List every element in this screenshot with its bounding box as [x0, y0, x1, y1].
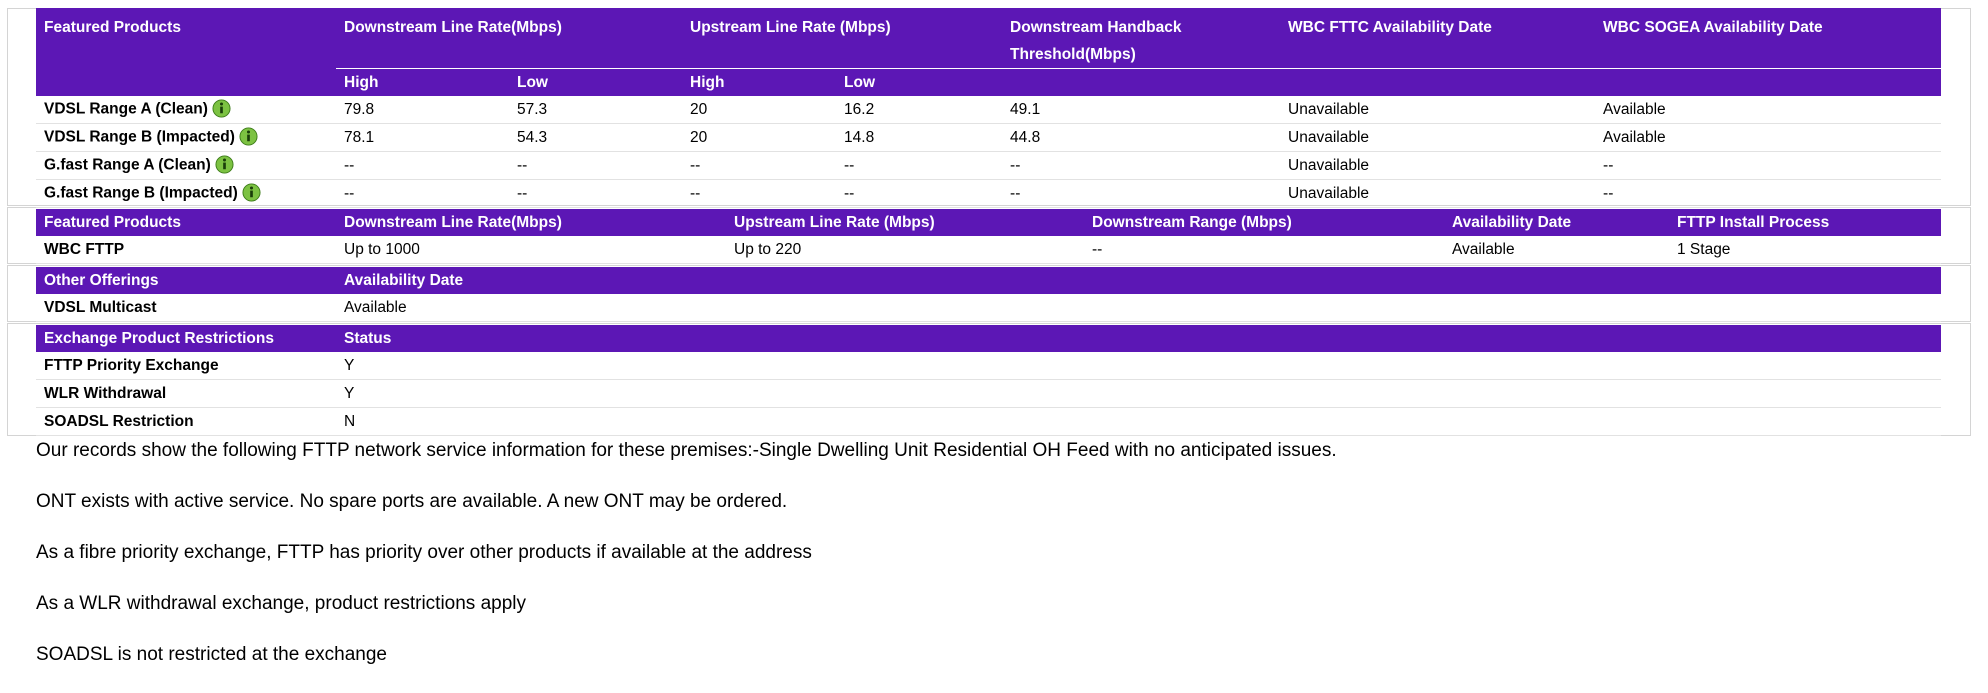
threshold-cell: -- — [1002, 180, 1280, 208]
up-high-cell: 20 — [682, 96, 836, 124]
up-low-cell: 16.2 — [836, 96, 1002, 124]
note-text: Our records show the following FTTP network service information for these premises:-Single Dwelling Unit Residential OH Feed with no anticipated issues. — [36, 440, 1337, 461]
sogea-date-cell: -- — [1595, 180, 1941, 208]
header-restrictions: Exchange Product Restrictions — [36, 325, 336, 352]
product-name-cell — [36, 180, 336, 208]
header-status: Status — [336, 325, 1941, 352]
fttc-date-cell: Unavailable — [1280, 96, 1595, 124]
availability-cell: Available — [336, 294, 1941, 322]
table-row — [36, 124, 1941, 152]
down-high-cell: -- — [336, 180, 509, 208]
range-cell: -- — [1084, 236, 1444, 264]
table-row — [36, 152, 1941, 180]
product-name: WBC FTTP — [36, 236, 336, 264]
exchange-restrictions-table — [36, 325, 1941, 436]
threshold-cell: 44.8 — [1002, 124, 1280, 152]
status-cell: N — [336, 408, 1941, 436]
down-low-cell: 57.3 — [509, 96, 682, 124]
product-name: VDSL Range B (Impacted) — [44, 128, 235, 146]
down-high-cell: 78.1 — [336, 124, 509, 152]
table-row — [36, 380, 1941, 408]
service-notes — [36, 438, 1936, 693]
header-upstream-rate: Upstream Line Rate (Mbps) — [726, 209, 1084, 236]
product-name: G.fast Range B (Impacted) — [44, 184, 238, 202]
note-text: SOADSL is not restricted at the exchange — [36, 644, 387, 665]
threshold-cell: -- — [1002, 152, 1280, 180]
info-icon[interactable] — [242, 183, 261, 202]
header-featured-products: Featured Products — [36, 8, 336, 69]
sogea-date-cell: Available — [1595, 96, 1941, 124]
info-icon[interactable] — [215, 155, 234, 174]
header-handback-line1: Downstream Handback — [1010, 19, 1182, 36]
status-cell: Y — [336, 380, 1941, 408]
table-row — [36, 408, 1941, 436]
note-text: As a fibre priority exchange, FTTP has priority over other products if available at the address — [36, 542, 812, 563]
sogea-date-cell: Available — [1595, 124, 1941, 152]
header-blank — [1595, 69, 1941, 97]
install-process-cell: 1 Stage — [1669, 236, 1941, 264]
note-text: As a WLR withdrawal exchange, product restrictions apply — [36, 593, 527, 614]
product-name: VDSL Range A (Clean) — [44, 100, 208, 118]
fttc-date-cell: Unavailable — [1280, 180, 1595, 208]
up-low-cell: -- — [836, 180, 1002, 208]
table-row — [36, 180, 1941, 208]
threshold-cell: 49.1 — [1002, 96, 1280, 124]
info-icon[interactable] — [212, 99, 231, 118]
up-low-cell: 14.8 — [836, 124, 1002, 152]
header-upstream-rate: Upstream Line Rate (Mbps) — [682, 8, 1002, 69]
up-high-cell: 20 — [682, 124, 836, 152]
sogea-date-cell: -- — [1595, 152, 1941, 180]
availability-cell: Available — [1444, 236, 1669, 264]
upstream-cell: Up to 220 — [726, 236, 1084, 264]
table-row — [36, 96, 1941, 124]
product-name: VDSL Multicast — [36, 294, 336, 322]
down-high-cell: 79.8 — [336, 96, 509, 124]
header-other-offerings: Other Offerings — [36, 267, 336, 294]
down-high-cell: -- — [336, 152, 509, 180]
header-handback-threshold — [1002, 8, 1280, 69]
header-blank — [36, 69, 336, 97]
table-row — [36, 236, 1941, 264]
header-fttc-date: WBC FTTC Availability Date — [1280, 8, 1595, 69]
product-name-cell — [36, 96, 336, 124]
header-handback-line2: Threshold(Mbps) — [1010, 46, 1136, 63]
up-high-cell: -- — [682, 180, 836, 208]
table-row — [36, 352, 1941, 380]
header-availability-date: Availability Date — [336, 267, 1941, 294]
downstream-cell: Up to 1000 — [336, 236, 726, 264]
product-name: G.fast Range A (Clean) — [44, 156, 211, 174]
down-low-cell: -- — [509, 152, 682, 180]
header-down-low: Low — [509, 69, 682, 97]
other-offerings-table — [36, 267, 1941, 322]
restriction-name: WLR Withdrawal — [36, 380, 336, 408]
restriction-name: SOADSL Restriction — [36, 408, 336, 436]
header-availability-date: Availability Date — [1444, 209, 1669, 236]
product-name-cell — [36, 152, 336, 180]
header-downstream-range: Downstream Range (Mbps) — [1084, 209, 1444, 236]
table-row — [36, 294, 1941, 322]
header-downstream-rate: Downstream Line Rate(Mbps) — [336, 209, 726, 236]
header-down-high: High — [336, 69, 509, 97]
down-low-cell: -- — [509, 180, 682, 208]
status-cell: Y — [336, 352, 1941, 380]
header-blank — [1280, 69, 1595, 97]
info-icon[interactable] — [239, 127, 258, 146]
restriction-name: FTTP Priority Exchange — [36, 352, 336, 380]
fttc-date-cell: Unavailable — [1280, 124, 1595, 152]
product-name-cell — [36, 124, 336, 152]
up-low-cell: -- — [836, 152, 1002, 180]
fttc-date-cell: Unavailable — [1280, 152, 1595, 180]
down-low-cell: 54.3 — [509, 124, 682, 152]
header-featured-products: Featured Products — [36, 209, 336, 236]
up-high-cell: -- — [682, 152, 836, 180]
header-install-process: FTTP Install Process — [1669, 209, 1941, 236]
fttp-products-table — [36, 209, 1941, 264]
header-up-high: High — [682, 69, 836, 97]
header-sogea-date: WBC SOGEA Availability Date — [1595, 8, 1941, 69]
header-blank — [1002, 69, 1280, 97]
header-up-low: Low — [836, 69, 1002, 97]
fttc-products-table — [36, 8, 1941, 208]
header-downstream-rate: Downstream Line Rate(Mbps) — [336, 8, 682, 69]
note-text: ONT exists with active service. No spare ports are available. A new ONT may be ordered. — [36, 491, 788, 512]
